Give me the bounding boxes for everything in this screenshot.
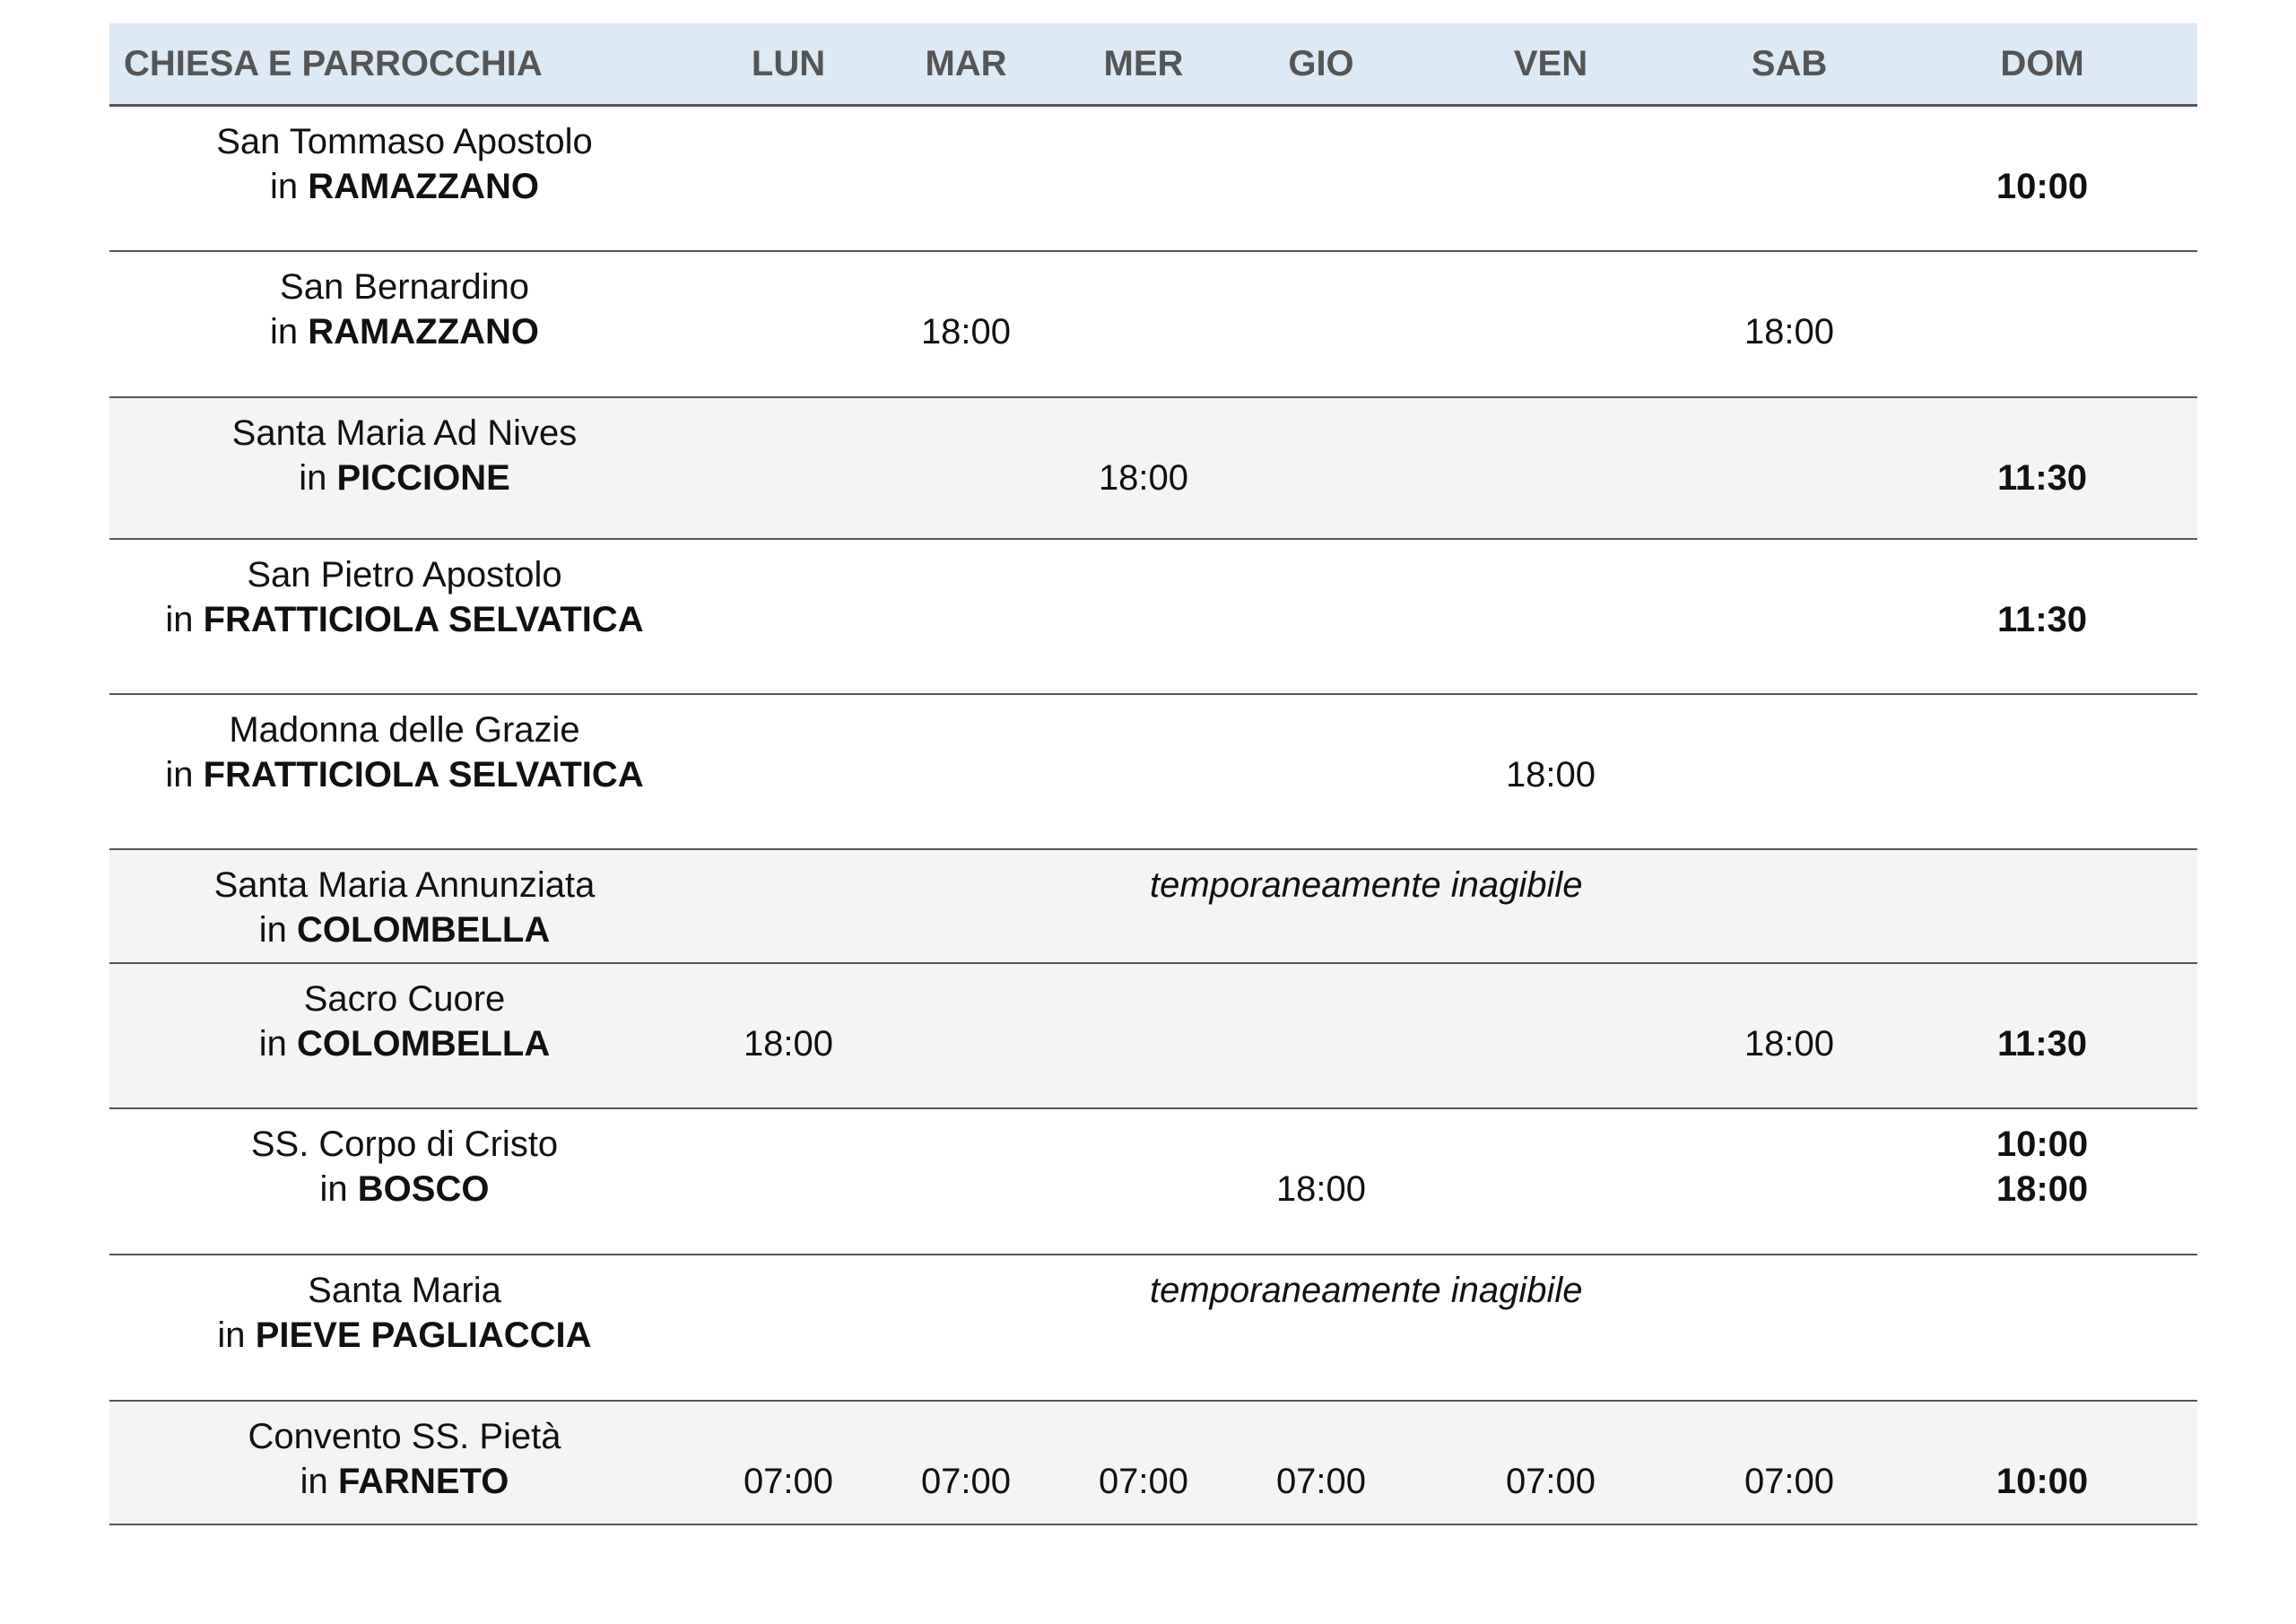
time-ven [1410,251,1692,397]
time-ven [1410,539,1692,694]
time-sab: 18:00 [1692,251,1887,397]
place-prefix: in [258,909,287,950]
time-ven [1410,106,1692,251]
place-name: FARNETO [337,1461,509,1501]
table-row [109,397,2197,539]
time-mar [877,1108,1055,1255]
time-dom: 10:00 [1887,1401,2197,1524]
header-mar: MAR [877,23,1055,106]
time-mar [877,539,1055,694]
time-gio [1232,251,1410,397]
church-name: Santa Maria Ad Nives [231,413,578,453]
place-name: COLOMBELLA [297,1023,551,1064]
time-dom: 11:30 [1887,539,2197,694]
time-sab [1692,539,1887,694]
time-ven: 07:00 [1410,1401,1692,1524]
place-prefix: in [258,1023,287,1064]
time-mer: 18:00 [1055,397,1232,539]
time-dom [1887,251,2197,397]
time-lun [700,694,877,849]
church-cell [109,694,700,849]
table-row [109,539,2197,694]
header-gio: GIO [1232,23,1410,106]
time-sab [1692,106,1887,251]
place-prefix: in [165,599,194,639]
time-sab [1692,397,1887,539]
place-prefix: in [217,1315,246,1355]
place-name: COLOMBELLA [297,909,551,950]
church-cell [109,1401,700,1524]
church-cell [109,397,700,539]
church-cell [109,963,700,1108]
time-mar [877,106,1055,251]
time-sab [1692,1108,1887,1255]
time-gio [1232,694,1410,849]
church-name: Madonna delle Grazie [229,709,580,750]
place-name: RAMAZZANO [308,167,539,206]
place-name: FRATTICIOLA SELVATICA [203,599,644,639]
time-mar: 18:00 [877,251,1055,397]
time-gio: 18:00 [1232,1108,1410,1255]
header-lun: LUN [700,23,877,106]
time-mer [1055,251,1232,397]
header-row [109,23,2197,106]
time-mar [877,694,1055,849]
mass-schedule-table [109,23,2197,1525]
time-mer [1055,539,1232,694]
table-row [109,1255,2197,1401]
time-dom-second: 18:00 [1996,1168,2089,1209]
time-mer: 07:00 [1055,1401,1232,1524]
time-gio [1232,106,1410,251]
table-row [109,963,2197,1108]
church-cell [109,251,700,397]
table-row [109,849,2197,963]
church-name: Santa Maria [308,1270,501,1310]
time-lun: 07:00 [700,1401,877,1524]
church-cell [109,1108,700,1255]
time-lun: 18:00 [700,963,877,1108]
time-mar [877,397,1055,539]
time-dom: 11:30 [1887,397,2197,539]
church-name: Convento SS. Pietà [248,1416,561,1456]
time-sab [1692,694,1887,849]
header-mer: MER [1055,23,1232,106]
time-mer [1055,1108,1232,1255]
closure-note: temporaneamente inagibile [700,849,2197,963]
time-dom: 10:00 [1887,106,2197,251]
time-mer [1055,694,1232,849]
place-name: BOSCO [357,1168,490,1209]
time-mer [1055,963,1232,1108]
place-prefix: in [319,1168,348,1209]
time-sab: 18:00 [1692,963,1887,1108]
place-name: RAMAZZANO [308,311,539,352]
time-lun [700,251,877,397]
closure-note: temporaneamente inagibile [700,1255,2197,1401]
time-gio [1232,539,1410,694]
church-name: San Tommaso Apostolo [216,122,593,161]
church-name: San Bernardino [280,266,529,307]
place-name: PICCIONE [336,457,510,498]
table-row [109,106,2197,251]
header-ven: VEN [1410,23,1692,106]
church-name: Santa Maria Annunziata [213,864,596,905]
time-lun [700,1108,877,1255]
time-gio [1232,397,1410,539]
church-cell [109,106,700,251]
time-mer [1055,106,1232,251]
time-gio: 07:00 [1232,1401,1410,1524]
time-lun [700,397,877,539]
place-prefix: in [299,457,327,498]
place-prefix: in [165,754,194,795]
time-ven: 18:00 [1410,694,1692,849]
church-name: Sacro Cuore [303,978,506,1019]
time-ven [1410,963,1692,1108]
place-prefix: in [270,311,299,352]
time-dom-first: 10:00 [1996,1124,2089,1164]
place-name: PIEVE PAGLIACCIA [255,1315,592,1355]
church-name: San Pietro Apostolo [247,554,562,595]
place-prefix: in [270,167,299,206]
time-dom: 11:30 [1887,963,2197,1108]
time-mar [877,963,1055,1108]
header-dom: DOM [1887,23,2197,106]
table-row [109,1108,2197,1255]
church-cell [109,539,700,694]
table-row [109,1401,2197,1524]
table-row [109,251,2197,397]
header-church: CHIESA E PARROCCHIA [109,23,700,106]
time-gio [1232,963,1410,1108]
time-mar: 07:00 [877,1401,1055,1524]
place-prefix: in [300,1461,328,1501]
time-lun [700,106,877,251]
time-ven [1410,397,1692,539]
time-sab: 07:00 [1692,1401,1887,1524]
time-ven [1410,1108,1692,1255]
church-cell [109,1255,700,1401]
time-dom [1887,694,2197,849]
church-name: SS. Corpo di Cristo [250,1124,559,1164]
time-lun [700,539,877,694]
church-cell [109,849,700,963]
header-sab: SAB [1692,23,1887,106]
time-dom [1887,1108,2197,1255]
table-row [109,694,2197,849]
place-name: FRATTICIOLA SELVATICA [203,754,644,795]
